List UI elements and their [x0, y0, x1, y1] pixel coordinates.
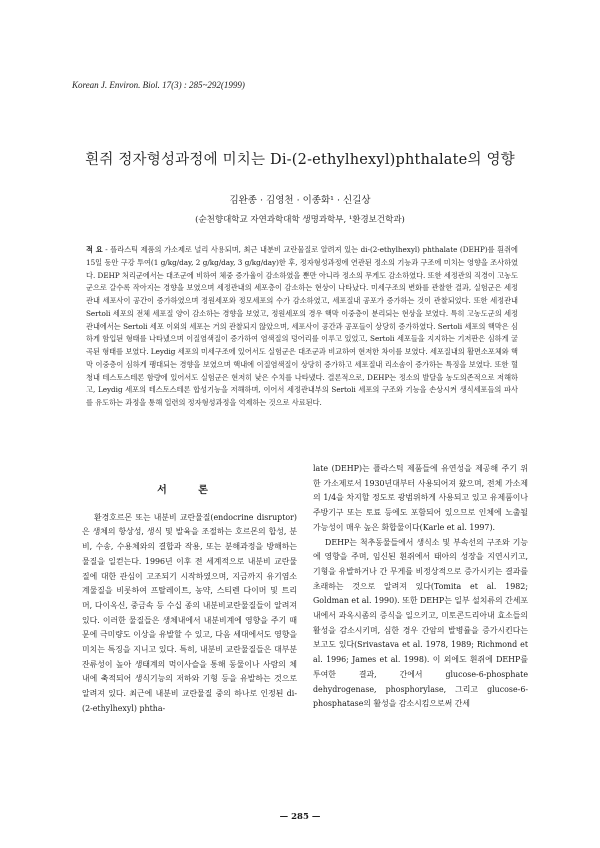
section-heading-introduction: 서 론 — [157, 485, 222, 496]
abstract-label: 적 요 — [86, 245, 103, 254]
abstract-text: - 플라스틱 제품의 가소제로 널리 사용되며, 최근 내분비 교란물질로 알려져 있는 di-(2-ethylhexyl) phthalate (DEHP)를 흰쥐에 15일 동안 구강 투여(1 g/kg/day, 2 g/kg/day, 3 g/kg/day)한 후, 정자형성과정에 연관된 정소의 기능과 구조에 미치는 영향을 조사하였다. DEHP 처리군에서는 대조군에 비하여 체중 증가율이 감소하였을 뿐만 아니라 정소의 무게도 감소하였다. 또한 세정관의 직경이 고농도군으로 갈수록 작아지는 경향을 보였으며 세정관내의 세포층이 감소하는 현상이 나타났다. 미세구조의 변화를 관찰한 결과, 실험군은 세정관내 세포사이 공간이 증가하였으며 정원세포와 정모세포의 수가 감소하였고, 세포질내 공포가 증가하는 것이 관찰되었다. 또한 세정관내 Sertoli 세포의 전체 세포질 양이 감소하는 경향을 보였고, 정원세포의 경우 핵막 이중층이 분리되는 현상을 보였다. 특히 고농도군의 세정관내에서는 Sertoli 세포 이외의 세포는 거의 관찰되지 않았으며, 세포사이 공간과 공포들이 상당히 증가하였다. Sertoli 세포의 핵막은 심하게 함입된 형태를 나타냈으며 이질염색질이 증가하여 염색질의 덩어리를 이루고 있었고, Sertoli 세포들을 지지하는 기저판은 심하게 굴곡된 형태를 보였다. Leydig 세포의 미세구조에 있어서도 실험군은 대조군과 비교하여 현저한 차이를 보였다. 세포질내의 활면소포체와 핵막 이중층이 심하게 팽대되는 경향을 보였으며 핵내에 이질염색질이 상당히 증가하고 세포질내 리소솜이 증가하는 특징을 보였다. 또한 혈청내 테스토스테론 함량에 있어서도 실험군은 현저히 낮은 수치를 나타냈다. 결론적으로, DEHP는 정소의 발달을 농도의존적으로 저해하고, Leydig 세포의 테스토스테론 합성기능을 저해하며, 이어서 세정관내부의 Sertoli 세포의 구조와 기능을 손상시켜 생식세포들의 파사를 유도하는 과정을 통해 일련의 정자형성과정을 억제하는 것으로 사료된다. — [86, 245, 518, 407]
author-affiliation: (순천향대학교 자연과학대학 생명과학부, ¹환경보건학과) — [195, 215, 405, 225]
paper-title: 흰쥐 정자형성과정에 미치는 Di-(2-ethylhexyl)phthalate의 영향 — [85, 152, 515, 168]
abstract — [86, 244, 518, 410]
left-column — [82, 462, 297, 717]
author-list: 김완종 · 김영천 · 이종화¹ · 신길상 — [229, 195, 371, 206]
page-number: — 285 — — [279, 812, 321, 822]
paragraph: 환경호르몬 또는 내분비 교란물질(endocrine disruptor)은 생체의 항상성, 생식 및 발육을 조절하는 호르몬의 합성, 분비, 수송, 수용체와의 결합과 작용, 또는 분해과정을 방해하는 물질을 일컫는다. 1996년 이후 전 세계적으로 내분비 교란물질에 대한 관심이 고조되기 시작하였으며, 지금까지 유기염소계물질을 비롯하여 프탈레이트, 농약, 스티렌 다이머 및 트리머, 다이옥신, 중금속 등 수십 종의 내분비교란물질들이 알려져 있다. 이러한 물질들은 생체내에서 내분비계에 영향을 주기 때문에 극미량도 이상을 유발할 수 있고, 다음 세대에서도 영향을 미치는 특징을 지니고 있다. 특히, 내분비 교란물질들은 대부분 잔류성이 높아 생태계의 먹이사슬을 통해 동물이나 사람의 체내에 축적되어 생식기능의 저하와 기형 등을 유발하는 것으로 알려져 있다. 최근에 내분비 교란물질 중의 하나로 인정된 di-(2-ethylhexyl) phtha- — [82, 512, 297, 713]
journal-citation: Korean J. Environ. Biol. 17(3) : 285~292(1999) — [72, 80, 245, 90]
paragraph: DEHP는 척추동물들에서 생식소 및 부속선의 구조와 기능에 영향을 주며, 임신된 흰쥐에서 태아의 성장을 지연시키고, 기형을 유발하거나 간 무게를 비정상적으로 증가시키는 결과를 초래하는 것으로 알려져 있다(Tomita et al. 1982; Goldman et al. 1990). 또한 DEHP는 일부 설치류의 간세포내에서 과옥시좀의 증식을 일으키고, 미토콘드리아내 효소들의 활성을 감소시키며, 심한 경우 간암의 발병률을 증가시킨다는 보고도 있다(Srivastava et al. 1978, 1989; Richmond et al. 1996; James et al. 1998). 이 외에도 흰쥐에 DEHP를 투여한 결과, 간에서 glucose-6-phosphate dehydrogenase, phosphorylase, 그리고 glucose-6-phosphatase의 활성을 감소시킴으로써 간세 — [313, 537, 528, 709]
right-column — [313, 462, 528, 712]
paragraph: late (DEHP)는 플라스틱 제품들에 유연성을 제공해 주기 위한 가소제로서 1930년대부터 사용되어져 왔으며, 전체 가소제의 1/4을 차지할 정도로 광범위하게 사용되고 있고 유제품이나 주방기구 또는 토료 등에도 포함되어 있으므로 인체에 노출될 가능성이 매우 높은 화합물이다(Karle et al. 1997). — [313, 464, 528, 532]
